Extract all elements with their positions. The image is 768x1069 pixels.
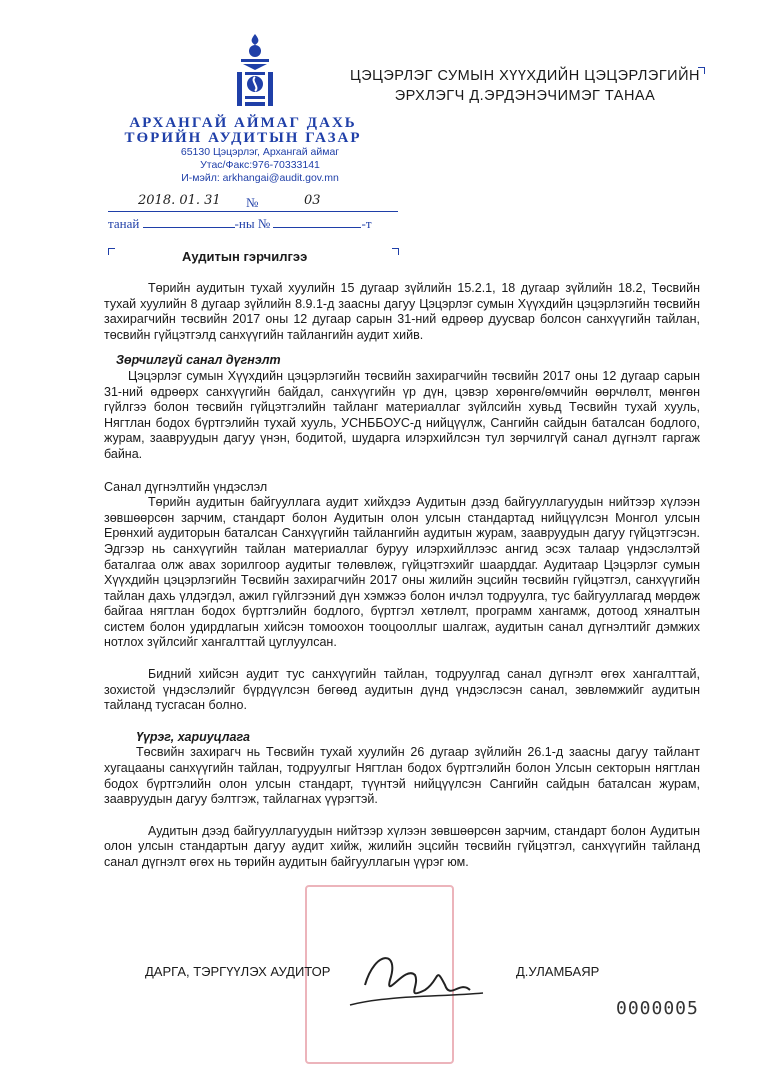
recipient-line1: ЦЭЦЭРЛЭГ СУМЫН ХҮҮХДИЙН ЦЭЦЭРЛЭГИЙН [350,68,700,84]
org-address: 65130 Цэцэрлэг, Архангай аймаг [180,146,340,158]
opinion-heading: Зөрчилгүй санал дүгнэлт [116,353,281,368]
reference-blank-1 [143,215,235,228]
letter-number: 03 [304,193,321,208]
title-corner-left [108,248,115,255]
intro-paragraph: Төрийн аудитын тухай хуулийн 15 дугаар зүйлийн 15.2.1, 18 дугаар зүйлийн 18.2, Төсвийн тухай хуулийн 8 дугаар зүйлийн 8.9.1-д заасны дагуу Цэцэрлэг сумын Хүүхдийн цэцэрлэгийн төсвийн захирагчийн төсвийн 2017 оны 12 дугаар сарын 31-ний өдрөөр дуусвар болсон санхүүгийн тайлан, төсвийн гүйцэтгэлд санхүүгийн тайлангийн аудит хийв. [104,281,700,342]
org-phone: Утас/Факс:976-70333141 [200,159,320,171]
to-label: танай [108,216,140,231]
document-body [104,281,700,871]
date-number-line [108,193,398,212]
handwritten-signature-icon [345,945,485,1020]
reference-blank-2 [273,215,361,228]
basis-heading: Санал дүгнэлтийн үндэслэл [104,479,268,494]
t-label: -т [361,216,372,231]
ny-label: -ны № [234,216,271,231]
recipient-corner-mark [698,67,705,74]
reference-line [108,215,372,232]
recipient-line2: ЭРХЛЭГЧ Д.ЭРДЭНЭЧИМЭГ ТАНАА [394,88,656,104]
auditor-responsibility-paragraph: Аудитын дээд байгууллагуудын нийтээр хүлээн зөвшөөрсөн зарчим, стандарт болон Аудитын олон улсын стандартын дагуу аудит хийж, жилийн эцсийн төсвийн гүйцэтгэл, санхүүгийн тайланд санал дүгнэлт өгөх нь төрийн аудитын байгууллагын үүрэг юм. [104,823,700,869]
letter-date: 2018. 01. 31 [138,193,221,208]
opinion-paragraph: Цэцэрлэг сумын Хүүхдийн цэцэрлэгийн төсвийн захирагчийн төсвийн 2017 оны 12 дугаар сарын 31-ний өдрөөрх санхүүгийн байдал, санхүүгийн үр дүн, цэвэр хөрөнгө/өмчийн өөрчлөлт, мөнгөн гүйлгээ болон төсвийн гүйцэтгэлийн тайланг материаллаг зүйлсийн хувьд Төсвийн тухай хууль, Нягтлан бодох бүртгэлийн тухай хууль, УСНББОУС-д нийцүүлж, Сангийн сайдын баталсан бодлого, журам, заавруудын дагуу үнэн, бодитой, шударга илэрхийлсэн тул зөрчилгүй санал дүгнэлт гаргаж байна. [104,368,700,461]
number-label: № [246,195,259,210]
responsibility-heading: Үүрэг, хариуцлага [136,729,250,744]
document-title: Аудитын гэрчилгээ [182,249,308,264]
basis-paragraph: Төрийн аудитын байгууллага аудит хийхдээ Аудитын дээд байгууллагуудын нийтээр хүлээн зөвшөөрсөн зарчим, стандарт болон Аудитын олон улсын стандартад нийцүүлсэн Монгол улсын Ерөнхий аудиторын баталсан Санхүүгийн тайлангийн аудитын журам, заавруудын дагуу гүйцэтгэсэн. Эдгээр нь санхүүгийн тайлан материаллаг буруу илэрхийллээс ангид эсэх талаар үндэслэлтэй баталгаа олж авах зорилгоор аудитыг төлөвлөж, гүйцэтгэхийг шаарддаг. Аудитаар Цэцэрлэг сумын Хүүхдийн цэцэрлэгийн Төсвийн захирагчийн 2017 оны жилийн эцсийн төсвийн гүйцэтгэл, санхүүгийн тайлан дахь үлдэгдэл, ажил гүйлгээний дүн хэмжээ болон ичлэл тодруулга, тус байгууллагад мөрдөж байгаа нягтлан бодох бүртгэлийн бодлого, бүртгэл хөтлөлт, программ хангамж, дотоод хяналтын систем болон удирдлагын хийсэн томоохон тооцооллыг шалгаж, аудитын санал дүгнэлтийг дэмжих нотлох зүйлсийг хангалттай цуглуулсан. [104,495,700,650]
responsibility-paragraph: Төсвийн захирагч нь Төсвийн тухай хуулийн 26 дугаар зүйлийн 26.1-д заасны дагуу тайлант хугацааны санхүүгийн тайлан, тодруулгыг Нягтлан бодох бүртгэлийн болон Улсын секторын нягтлан бодох бүртгэлийн олон улсын стандарт, түүнтэй нийцүүлсэн Сангийн сайдын баталсан журам, заавруудын дагуу бэлтгэж, тайлагнах үүрэгтэй. [104,745,700,807]
obtained-paragraph: Бидний хийсэн аудит тус санхүүгийн тайлан, тодруулгад санал дүгнэлт өгөх хангалттай, зохистой үндэслэлийг бүрдүүлсэн бөгөөд аудитын дүнд үндэслэсэн санал, зөвлөмжийг аудитын тайланд тусгасан болно. [104,667,700,713]
signatory-name: Д.УЛАМБАЯР [516,964,600,979]
signatory-title: ДАРГА, ТЭРГҮҮЛЭХ АУДИТОР [145,964,331,979]
org-name-line2: ТӨРИЙН АУДИТЫН ГАЗАР [124,130,362,146]
serial-number: 0000005 [616,998,699,1019]
title-corner-right [392,248,399,255]
org-email: И-мэйл: arkhangai@audit.gov.mn [181,172,339,184]
org-name-line1: АРХАНГАЙ АЙМАГ ДАХЬ [129,115,357,131]
soyombo-emblem-icon [233,32,277,112]
